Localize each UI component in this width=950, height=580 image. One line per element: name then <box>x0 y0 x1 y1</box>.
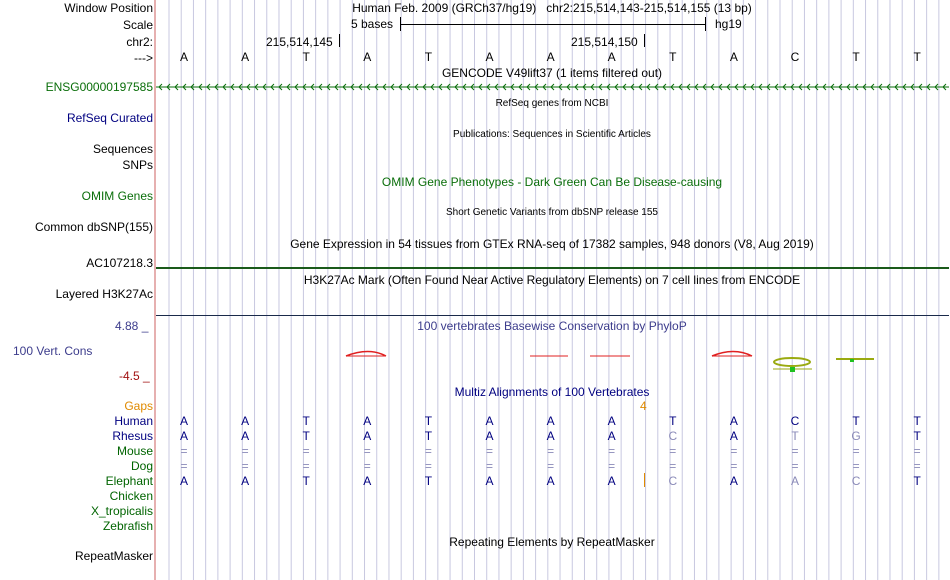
alignment-base: = <box>669 459 677 473</box>
alignment-base: = <box>608 459 616 473</box>
base-letter: A <box>241 50 250 64</box>
alignment-base: A <box>607 414 616 428</box>
strand-label: ---> <box>134 51 153 65</box>
species-label[interactable]: Chicken <box>109 489 153 503</box>
base-letter: A <box>363 50 372 64</box>
alignment-base: A <box>363 414 372 428</box>
phylop-max-value: 4.88 _ <box>115 319 149 333</box>
alignment-base: T <box>424 429 433 443</box>
alignment-base: T <box>302 414 310 428</box>
publications-track-title[interactable]: Publications: Sequences in Scientific Articles <box>453 129 651 140</box>
species-label[interactable]: Zebrafish <box>102 519 153 533</box>
base-letter: A <box>729 50 738 64</box>
alignment-base: A <box>607 429 616 443</box>
dbsnp-track-title[interactable]: Short Genetic Variants from dbSNP release 155 <box>446 207 658 218</box>
species-label[interactable]: Rhesus <box>112 429 153 443</box>
repeatmasker-track-label[interactable]: RepeatMasker <box>74 549 153 563</box>
alignment-base: A <box>729 414 738 428</box>
alignment-base: A <box>607 474 616 488</box>
alignment-base: = <box>485 459 493 473</box>
alignment-base: A <box>485 414 494 428</box>
alignment-base: T <box>852 414 860 428</box>
alignment-base: A <box>546 414 555 428</box>
alignment-base: = <box>730 444 738 458</box>
alignment-base: = <box>547 444 555 458</box>
alignment-base: A <box>729 474 738 488</box>
alignment-base: = <box>363 444 371 458</box>
alignment-base: = <box>913 459 921 473</box>
phylop-peak-3 <box>712 352 752 357</box>
alignment-base: A <box>790 474 799 488</box>
base-letter: T <box>302 50 310 64</box>
alignment-base: G <box>851 429 861 443</box>
base-letter: A <box>546 50 555 64</box>
alignment-base: = <box>791 459 799 473</box>
alignment-base: A <box>241 429 250 443</box>
alignment-base: T <box>669 414 677 428</box>
scale-bar <box>400 17 706 31</box>
alignment-base: = <box>302 459 310 473</box>
alignment-base: = <box>547 459 555 473</box>
base-letter: T <box>852 50 860 64</box>
alignment-base: A <box>179 429 188 443</box>
window-position-value[interactable]: Human Feb. 2009 (GRCh37/hg19) chr2:215,514,143-215,514,155 (13 bp) <box>352 1 752 15</box>
base-letter: A <box>179 50 188 64</box>
alignment-base: A <box>485 429 494 443</box>
gaps-label[interactable]: Gaps <box>124 399 153 413</box>
species-label[interactable]: Mouse <box>116 444 153 458</box>
base-letter: T <box>424 50 433 64</box>
alignment-base: T <box>913 429 921 443</box>
species-label[interactable]: X_tropicalis <box>90 504 153 518</box>
alignment-base: = <box>180 444 188 458</box>
alignment-base: T <box>913 474 921 488</box>
alignment-base: A <box>546 429 555 443</box>
omim-track-title[interactable]: OMIM Gene Phenotypes - Dark Green Can Be Disease-causing <box>381 175 723 189</box>
alignment-base: A <box>179 474 188 488</box>
alignment-base: = <box>852 459 860 473</box>
gencode-gene-feature[interactable] <box>156 81 949 93</box>
multiz-track-title[interactable]: Multiz Alignments of 100 Vertebrates <box>454 385 650 399</box>
alignment-base: T <box>424 474 433 488</box>
refseq-track-label[interactable]: RefSeq Curated <box>66 111 153 125</box>
alignment-base: A <box>363 429 372 443</box>
gencode-item-label[interactable]: ENSG00000197585 <box>45 80 153 94</box>
alignment-base: T <box>302 429 310 443</box>
alignment-base: A <box>485 474 494 488</box>
phylop-negative-1 <box>774 358 810 366</box>
alignment-base: = <box>180 459 188 473</box>
chrom-label: chr2: <box>126 35 153 49</box>
base-letter: T <box>913 50 921 64</box>
base-letter: C <box>790 50 800 64</box>
ruler-pos-2: 215,514,150 <box>571 35 638 49</box>
alignment-base: T <box>913 414 921 428</box>
alignment-base: = <box>852 444 860 458</box>
gtex-item-label[interactable]: AC107218.3 <box>86 256 153 270</box>
repeatmasker-track-title[interactable]: Repeating Elements by RepeatMasker <box>449 535 655 549</box>
alignment-base: = <box>241 444 249 458</box>
alignment-base: T <box>302 474 310 488</box>
gencode-track-title[interactable]: GENCODE V49lift37 (1 items filtered out) <box>441 66 663 80</box>
omim-track-label[interactable]: OMIM Genes <box>81 189 153 203</box>
base-letter: A <box>607 50 616 64</box>
alignment-base: = <box>363 459 371 473</box>
alignment-base: = <box>608 444 616 458</box>
alignment-base: T <box>791 429 799 443</box>
h3k27ac-signal-baseline[interactable] <box>156 315 949 316</box>
phylop-negative-2-mark <box>850 359 854 362</box>
gtex-expression-bar[interactable] <box>156 267 949 269</box>
phylop-min-value: -4.5 _ <box>119 369 150 383</box>
alignment-base: A <box>241 474 250 488</box>
gap-insertion-mark <box>644 473 645 487</box>
base-letter: T <box>669 50 677 64</box>
species-label[interactable]: Human <box>114 414 153 428</box>
phylop-track-title[interactable]: 100 vertebrates Basewise Conservation by PhyloP <box>417 319 687 333</box>
gap-count: 4 <box>640 399 647 413</box>
ruler-tick-1 <box>339 34 340 47</box>
alignment-base: T <box>424 414 433 428</box>
refseq-track-title[interactable]: RefSeq genes from NCBI <box>495 98 609 109</box>
alignment-base: = <box>791 444 799 458</box>
alignment-base: A <box>363 474 372 488</box>
snps-label[interactable]: SNPs <box>122 158 153 172</box>
phylop-negative-1-mark <box>790 367 795 372</box>
alignment-base: = <box>424 444 432 458</box>
alignment-base: = <box>424 459 432 473</box>
species-label[interactable]: Elephant <box>105 474 153 488</box>
alignment-base: = <box>669 444 677 458</box>
phylop-track-label[interactable]: 100 Vert. Cons <box>13 344 93 358</box>
h3k27ac-track-label[interactable]: Layered H3K27Ac <box>55 287 153 301</box>
alignment-base: C <box>851 474 861 488</box>
ruler-pos-1: 215,514,145 <box>266 35 333 49</box>
scale-value: 5 bases <box>351 17 394 31</box>
alignment-base: = <box>730 459 738 473</box>
sequences-label[interactable]: Sequences <box>92 142 153 156</box>
alignment-base: A <box>729 429 738 443</box>
gtex-track-title[interactable]: Gene Expression in 54 tissues from GTEx RNA-seq of 17382 samples, 948 donors (V8, Aug 2019) <box>290 237 814 251</box>
alignment-base: C <box>668 474 678 488</box>
alignment-base: C <box>668 429 678 443</box>
phylop-conservation-plot[interactable] <box>156 340 949 380</box>
scale-label: Scale <box>122 18 153 32</box>
dbsnp-track-label[interactable]: Common dbSNP(155) <box>34 220 153 234</box>
alignment-base: = <box>302 444 310 458</box>
base-letter: A <box>485 50 494 64</box>
ruler-tick-2 <box>644 34 645 47</box>
species-label[interactable]: Dog <box>130 459 153 473</box>
alignment-base: A <box>546 474 555 488</box>
alignment-base: = <box>913 444 921 458</box>
alignment-base: A <box>179 414 188 428</box>
alignment-base: = <box>241 459 249 473</box>
h3k27ac-track-title[interactable]: H3K27Ac Mark (Often Found Near Active Regulatory Elements) on 7 cell lines from ENCODE <box>303 273 801 287</box>
scale-db: hg19 <box>715 17 742 31</box>
alignment-base: C <box>790 414 800 428</box>
alignment-base: = <box>485 444 493 458</box>
window-position-label: Window Position <box>64 1 153 15</box>
phylop-peak-1 <box>346 352 386 357</box>
alignment-base: A <box>241 414 250 428</box>
